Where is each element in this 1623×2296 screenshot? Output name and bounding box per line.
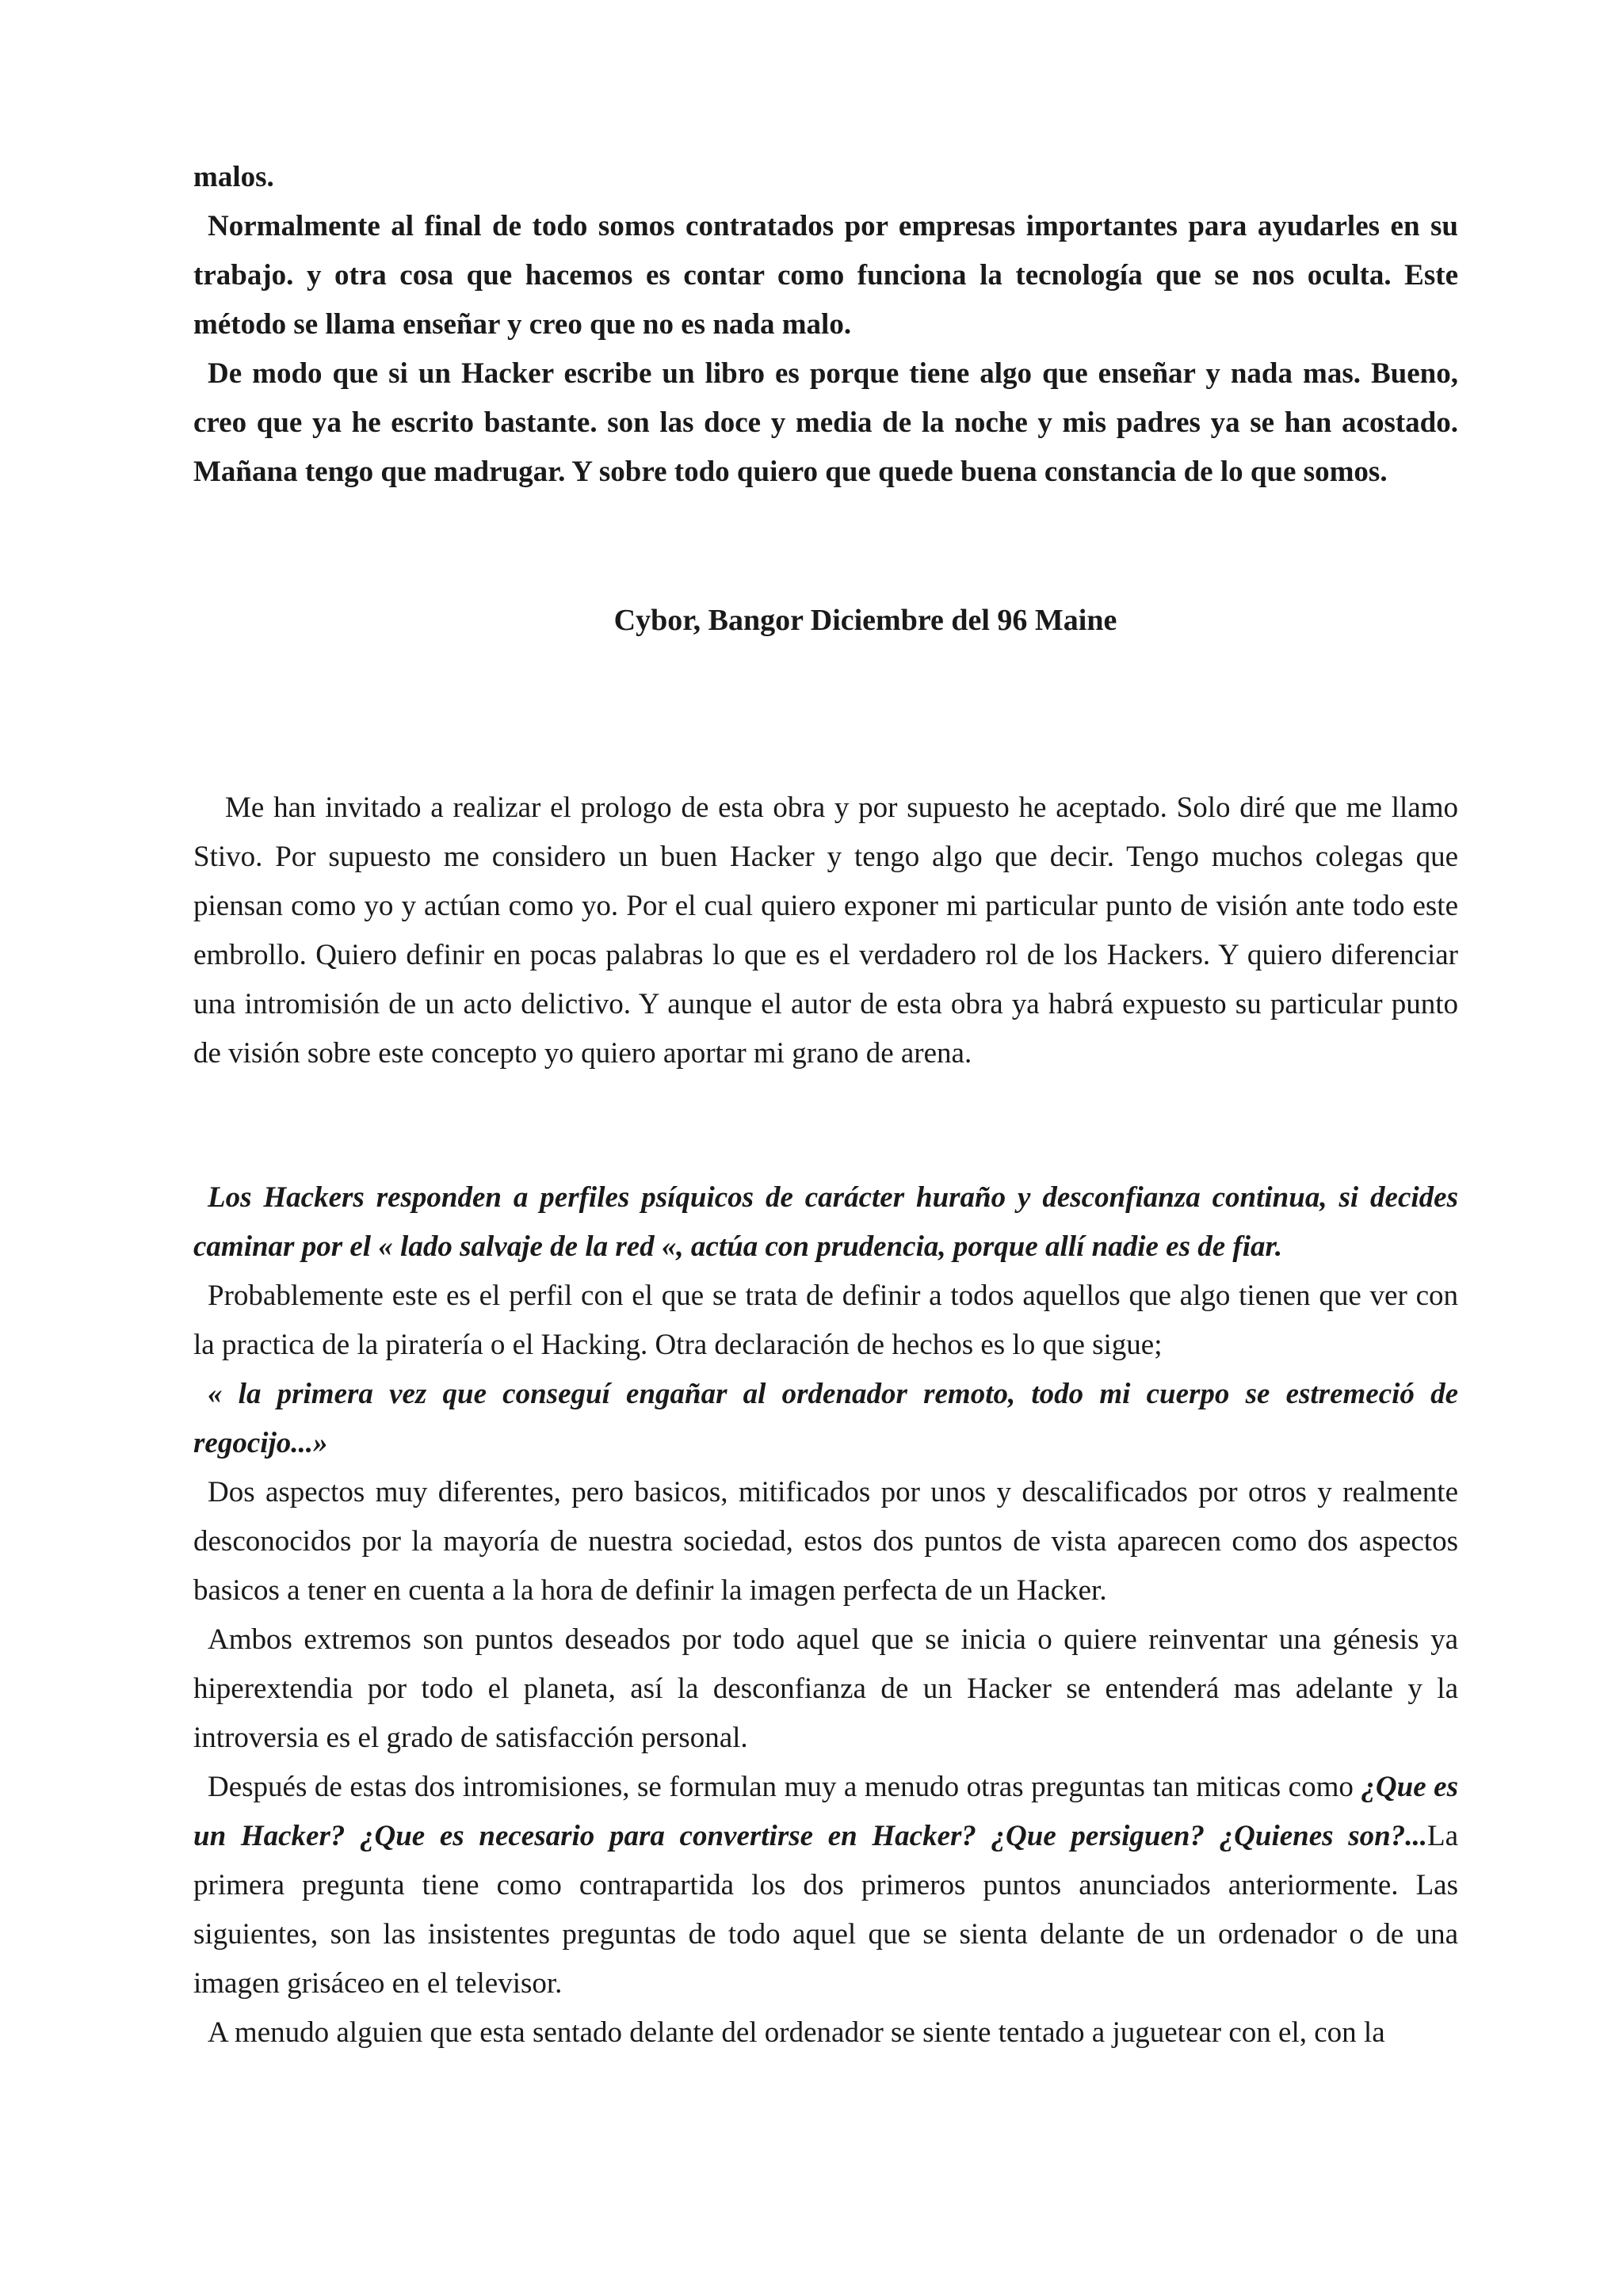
quote-hacker-profile: Los Hackers responden a perfiles psíquicos de carácter huraño y desconfianza continua, si decides caminar por el « lado salvaje de la red «, actúa con prudencia, porque allí nadie es de fiar. xyxy=(193,1181,1458,1263)
questions-emphasis: ¿Que es un Hacker? ¿Que es necesario para convertirse en Hacker? ¿Que persiguen? ¿Quienes son?... xyxy=(193,1771,1458,1852)
paragraph-questions xyxy=(193,1763,1458,2008)
signature-line: Cybor, Bangor Diciembre del 96 Maine xyxy=(613,604,1117,637)
questions-lead-text: Después de estas dos intromisiones, se formulan muy a menudo otras preguntas tan miticas como xyxy=(208,1771,1361,1803)
paragraph-prologue-intro: Me han invitado a realizar el prologo de esta obra y por supuesto he aceptado. Solo diré que me llamo Stivo. Por supuesto me considero un buen Hacker y tengo algo que decir. Tengo muchos colegas que piensan como yo y actúan como yo. Por el cual quiero exponer mi particular punto de visión ante todo este embrollo. Quiero definir en pocas palabras lo que es el verdadero rol de los Hackers. Y quiero diferenciar una intromisión de un acto delictivo. Y aunque el autor de esta obra ya habrá expuesto su particular punto de visión sobre este concepto yo quiero aportar mi grano de arena. xyxy=(193,791,1458,1070)
paragraph-hired-by-companies: Normalmente al final de todo somos contratados por empresas importantes para ayudarles en su trabajo. y otra cosa que hacemos es contar como funciona la tecnología que se nos oculta. Este método se llama enseñar y creo que no es nada malo. xyxy=(193,210,1458,341)
quote-first-time: « la primera vez que conseguí engañar al ordenador remoto, todo mi cuerpo se estremeció de regocijo...» xyxy=(193,1378,1458,1459)
hacker-profile-section xyxy=(193,1173,1458,2058)
paragraph-two-aspects: Dos aspectos muy diferentes, pero basicos, mitificados por unos y descalificados por otros y realmente desconocidos por la mayoría de nuestra sociedad, estos dos puntos de vista aparecen como dos aspectos basicos a tener en cuenta a la hora de definir la imagen perfecta de un Hacker. xyxy=(193,1476,1458,1607)
paragraph-continuation: malos. xyxy=(193,161,274,193)
paragraph-both-extremes: Ambos extremos son puntos deseados por todo aquel que se inicia o quiere reinventar una génesis ya hiperextendia por todo el planeta, así la desconfianza de un Hacker se entenderá mas adelante y la introversia es el grado de satisfacción personal. xyxy=(193,1623,1458,1754)
closing-section xyxy=(193,153,1458,497)
paragraph-hacker-writes-book: De modo que si un Hacker escribe un libro es porque tiene algo que enseñar y nada mas. Bueno, creo que ya he escrito bastante. son las doce y media de la noche y mis padres ya se han acostado. Mañana tengo que madrugar. Y sobre todo quiero que quede buena constancia de lo que somos. xyxy=(193,357,1458,488)
paragraph-tempted-to-play: A menudo alguien que esta sentado delante del ordenador se siente tentado a juguetear con el, con la xyxy=(208,2016,1385,2049)
paragraph-profile-definition: Probablemente este es el perfil con el que se trata de definir a todos aquellos que algo tienen que ver con la practica de la piratería o el Hacking. Otra declaración de hechos es lo que sigue; xyxy=(193,1280,1458,1361)
questions-tail-text: La primera pregunta tiene como contrapartida los dos primeros puntos anunciados anteriormente. Las siguientes, son las insistentes preguntas de todo aquel que se sienta delante de un ordenador o de una imagen grisáceo en el televisor. xyxy=(193,1820,1458,2000)
prologue-section xyxy=(193,784,1458,1078)
